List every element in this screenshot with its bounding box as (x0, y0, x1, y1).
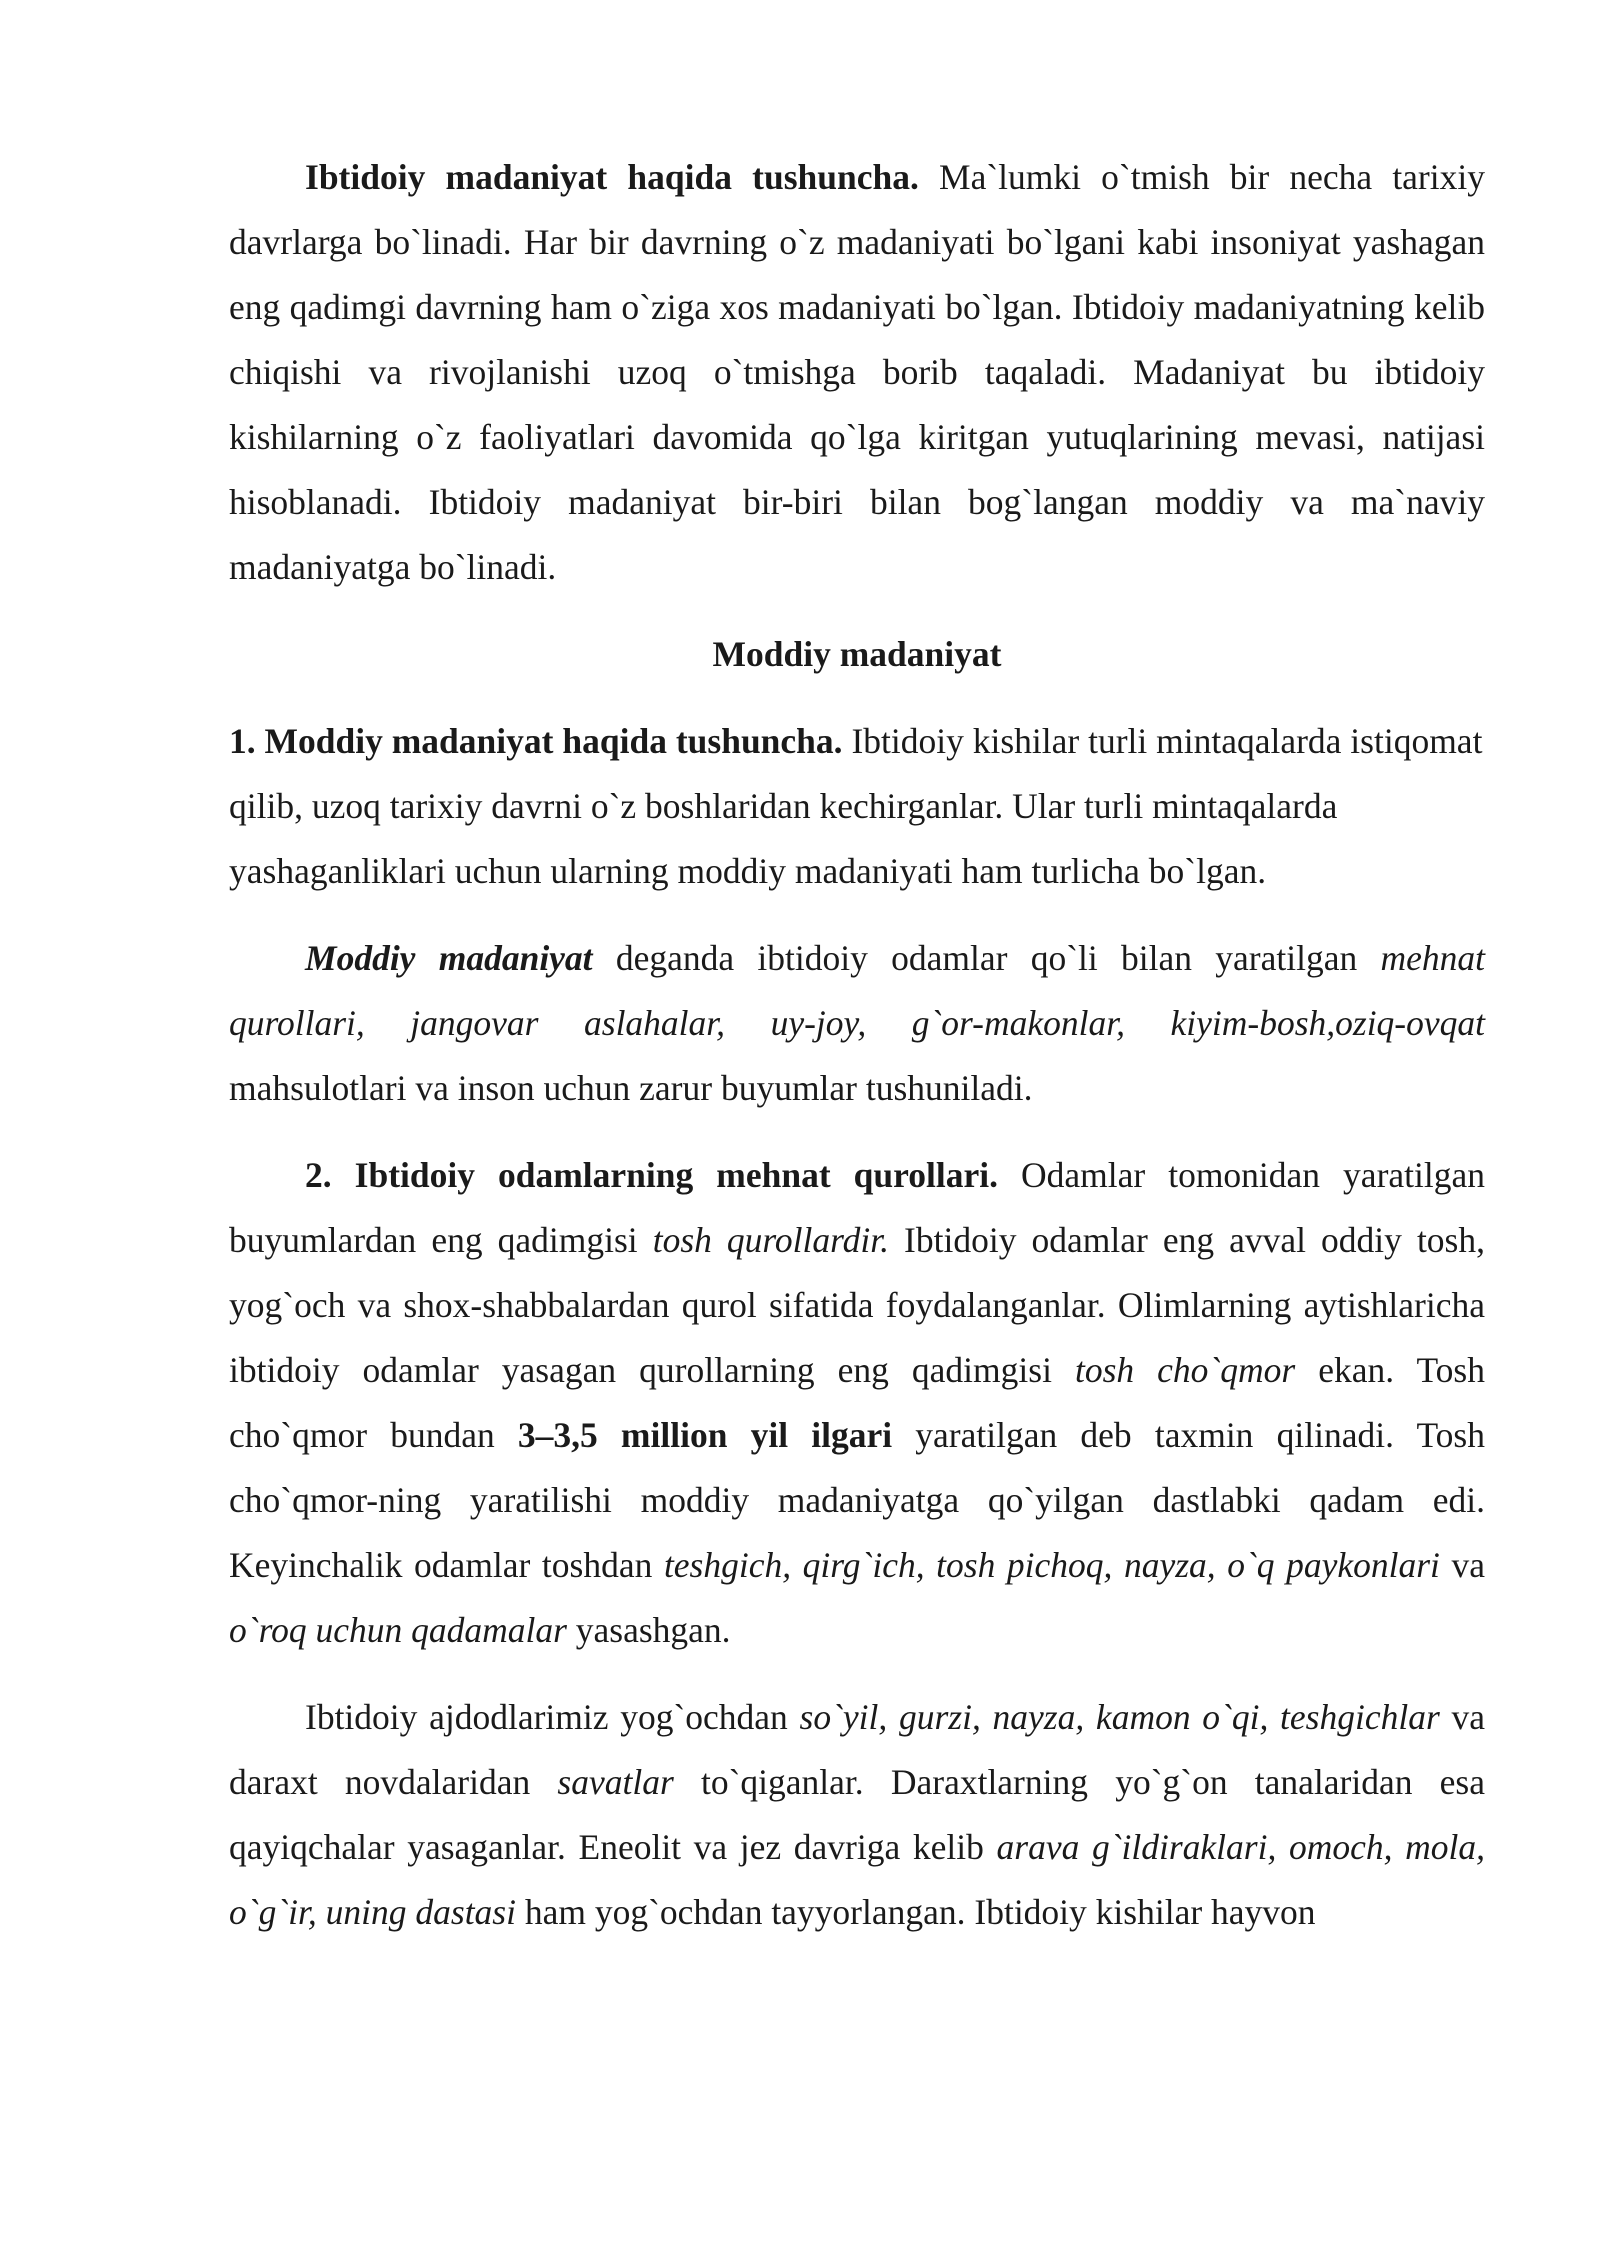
definition-items: mehnat qurollari, jangovar aslahalar, uy-joy, g`or-makonlar, kiyim-bosh,oziq-ovqat (229, 938, 1485, 1043)
point2-italic-1: tosh qurollardir. (652, 1220, 890, 1260)
wood-italic-3: arava g`ildiraklari, omoch, mola, o`g`ir, uning dastasi (229, 1827, 1485, 1932)
point2-text-3: ekan. Tosh cho`qmor bundan (229, 1350, 1485, 1455)
wood-text-4: ham yog`ochdan tayyorlangan. Ibtidoiy kishilar hayvon (515, 1892, 1316, 1932)
point2-italic-2: tosh cho`qmor (1074, 1350, 1296, 1390)
wood-text-1: Ibtidoiy ajdodlarimiz yog`ochdan (305, 1697, 800, 1737)
wood-paragraph (229, 1685, 1485, 1945)
wood-italic-1: so`yil, gurzi, nayza, kamon o`qi, teshgichlar (799, 1697, 1440, 1737)
point1-text: Ibtidoiy kishilar turli mintaqalarda istiqomat qilib, uzoq tarixiy davrni o`z boshlaridan kechirganlar. Ular turli mintaqalarda yashaganliklari uchun ularning moddiy madaniyati ham turlicha bo`lgan. (229, 721, 1483, 891)
intro-lead: Ibtidoiy madaniyat haqida tushuncha. (305, 157, 919, 197)
point2-text-6: yasashgan. (566, 1610, 731, 1650)
intro-text: Ma`lumki o`tmish bir necha tarixiy davrlarga bo`linadi. Har bir davrning o`z madaniyati bo`lgani kabi insoniyat yashagan eng qadimgi davrning ham o`ziga xos madaniyati bo`lgan. Ibtidoiy madaniyatning kelib chiqishi va rivojlanishi uzoq o`tmishga borib taqaladi. Madaniyat bu ibtidoiy kishilarning o`z faoliyatlari davomida qo`lga kiritgan yutuqlarining mevasi, natijasi hisoblanadi. Ibtidoiy madaniyat bir-biri bilan bog`langan moddiy va ma`naviy madaniyatga bo`linadi. (229, 157, 1485, 587)
wood-text-3: to`qiganlar. Daraxtlarning yo`g`on tanalaridan esa qayiqchalar yasaganlar. Eneolit va jez davriga kelib (229, 1762, 1486, 1867)
point2-text-4: yaratilgan deb taxmin qilinadi. Tosh cho`qmor-ning yaratilishi moddiy madaniyatga qo`yilgan dastlabki qadam edi. Keyinchalik odamlar toshdan (229, 1415, 1485, 1585)
wood-text-2: va daraxt novdalaridan (229, 1697, 1485, 1802)
point2-text-2: Ibtidoiy odamlar eng avval oddiy tosh, yog`och va shox-shabbalardan qurol sifatida foydalanganlar. Olimlarning aytishlaricha ibtidoiy odamlar yasagan qurollarning eng qadimgisi (229, 1220, 1485, 1390)
intro-paragraph (229, 145, 1485, 600)
point2-italic-4: o`roq uchun qadamalar (229, 1610, 567, 1650)
definition-paragraph (229, 926, 1485, 1121)
point2-lead: 2. Ibtidoiy odamlarning mehnat qurollari. (305, 1155, 998, 1195)
definition-term: Moddiy madaniyat (305, 938, 593, 978)
definition-text-1: deganda ibtidoiy odamlar qo`li bilan yaratilgan (592, 938, 1381, 978)
point2-paragraph (229, 1143, 1485, 1663)
definition-text-2: mahsulotlari va inson uchun zarur buyumlar tushuniladi. (229, 1068, 1033, 1108)
wood-italic-2: savatlar (557, 1762, 674, 1802)
point1-lead: 1. Moddiy madaniyat haqida tushuncha. (229, 721, 843, 761)
point1-paragraph (229, 709, 1485, 904)
point2-text-5: va (1439, 1545, 1485, 1585)
point2-italic-3: teshgich, qirg`ich, tosh pichoq, nayza, o`q paykonlari (663, 1545, 1440, 1585)
point2-text-1: Odamlar tomonidan yaratilgan buyumlardan eng qadimgisi (229, 1155, 1485, 1260)
point2-bold-date: 3–3,5 million yil ilgari (517, 1415, 893, 1455)
document-page (229, 145, 1485, 1945)
section-heading: Moddiy madaniyat (712, 634, 1002, 674)
